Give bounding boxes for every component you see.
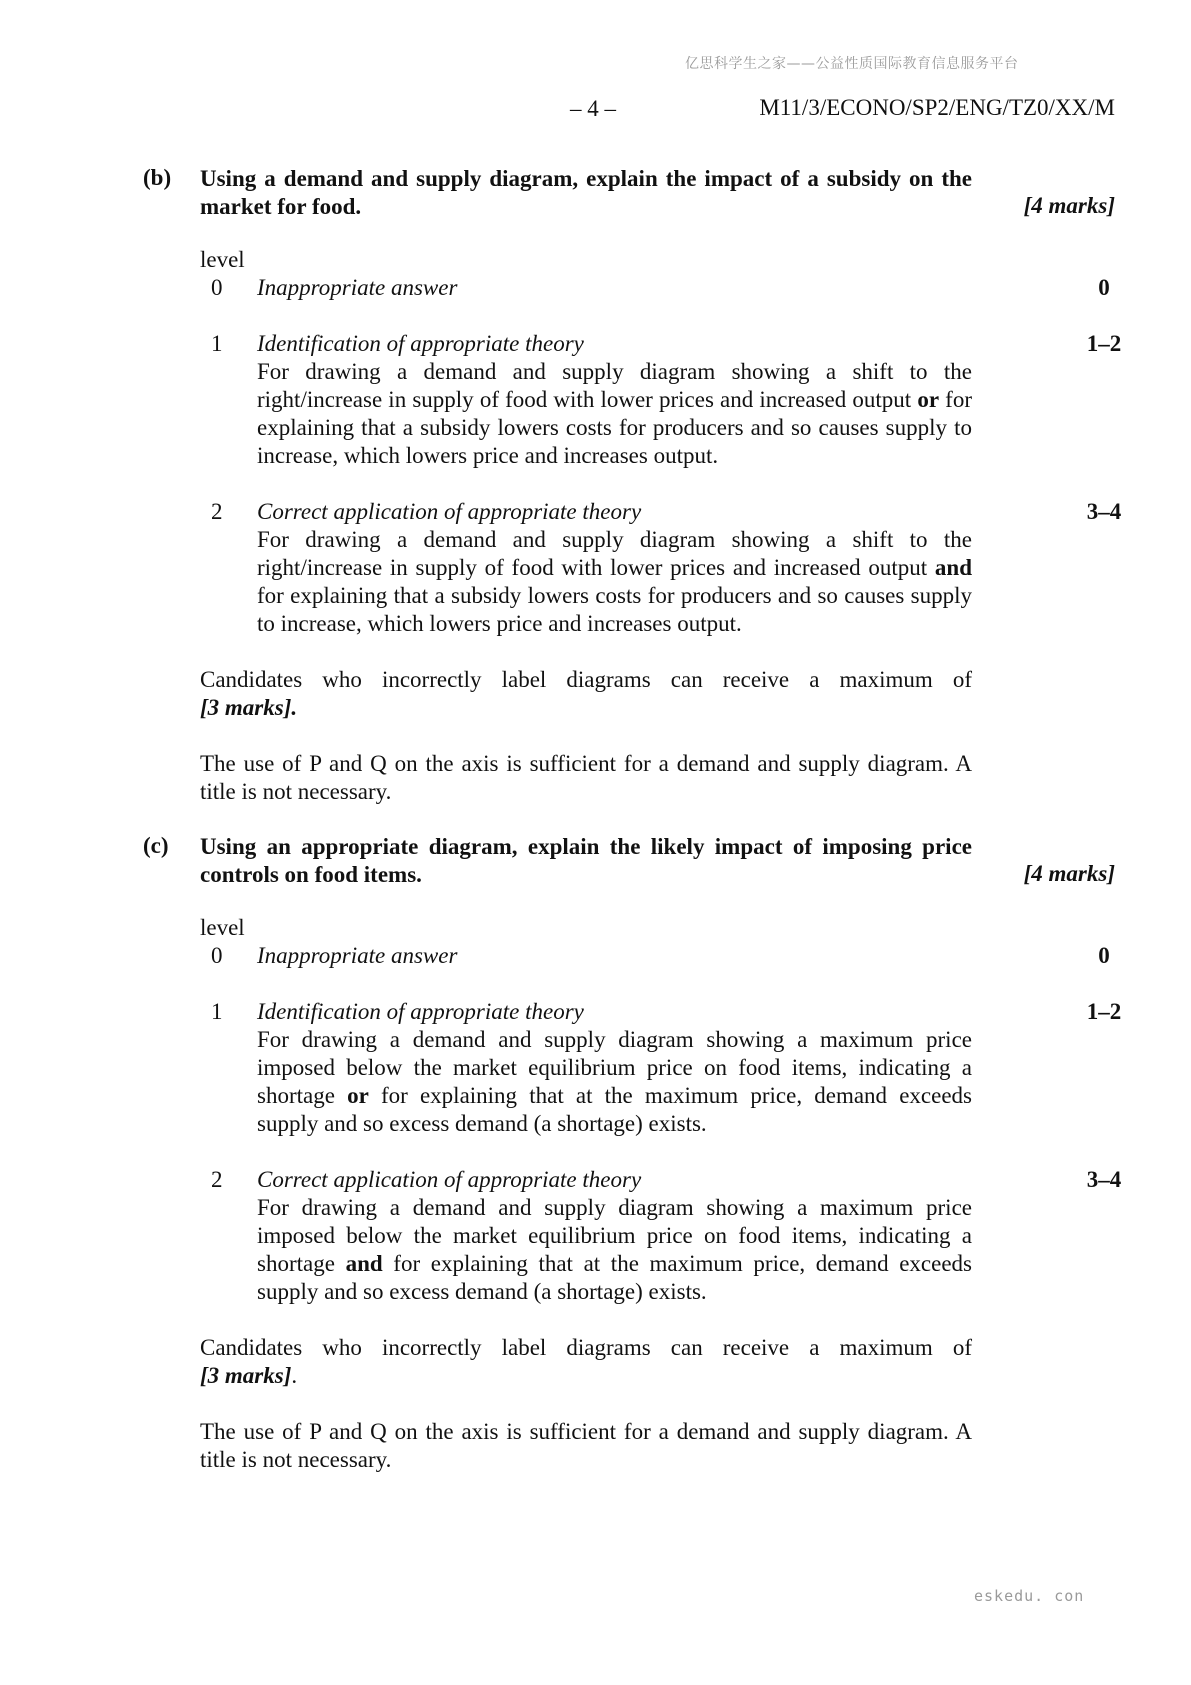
section-c-note-axis: The use of P and Q on the axis is sufficient for a demand and supply diagram. A title is not necessary. bbox=[200, 1419, 972, 1472]
section-b-level-0-number: 0 bbox=[211, 275, 223, 300]
section-c-level-1-description: For drawing a demand and supply diagram showing a maximum price imposed below the market equilibrium price on food items, indicating a shortage or for explaining that at the maximum price, demand exceeds supply and so excess demand (a shortage) exists. bbox=[257, 1027, 973, 1136]
page-number: – 4 – bbox=[570, 96, 616, 121]
section-c-note-label-penalty: Candidates who incorrectly label diagrams can receive a maximum of bbox=[200, 1335, 972, 1360]
section-b-marks: [4 marks] bbox=[1023, 193, 1115, 218]
section-c-level-2-description: For drawing a demand and supply diagram showing a maximum price imposed below the market equilibrium price on food items, indicating a shortage and for explaining that at the maximum price, demand exceeds supply and so excess demand (a shortage) exists. bbox=[257, 1195, 973, 1304]
section-b-note-axis: The use of P and Q on the axis is sufficient for a demand and supply diagram. A title is not necessary. bbox=[200, 751, 972, 804]
section-c-level-1-score: 1–2 bbox=[1086, 999, 1122, 1024]
watermark-text: 亿思科学生之家——公益性质国际教育信息服务平台 bbox=[685, 56, 1019, 72]
section-b-level-2-number: 2 bbox=[211, 499, 223, 524]
section-b-label: (b) bbox=[143, 165, 172, 190]
section-c-level-2-title: Correct application of appropriate theory bbox=[257, 1167, 642, 1192]
section-c-note-max-marks: [3 marks]. bbox=[200, 1363, 298, 1388]
footer-source: eskedu. con bbox=[974, 1587, 1085, 1605]
section-b-note-max-marks: [3 marks]. bbox=[200, 695, 298, 720]
section-b-level-heading: level bbox=[200, 247, 245, 272]
section-b-level-1-description: For drawing a demand and supply diagram showing a shift to the right/increase in supply of food with lower prices and increased output or for explaining that a subsidy lowers costs for producers and so causes supply to increase, which lowers price and increases output. bbox=[257, 359, 972, 468]
document-code: M11/3/ECONO/SP2/ENG/TZ0/XX/M bbox=[759, 95, 1115, 120]
section-b-level-2-description: For drawing a demand and supply diagram showing a shift to the right/increase in supply of food with lower prices and increased output and for explaining that a subsidy lowers costs for producers and so causes supply to increase, which lowers price and increases output. bbox=[257, 527, 972, 636]
section-c-level-1-number: 1 bbox=[211, 999, 223, 1024]
section-b-level-2-score: 3–4 bbox=[1086, 499, 1122, 524]
section-c-level-2-number: 2 bbox=[211, 1167, 223, 1192]
section-c-level-1-title: Identification of appropriate theory bbox=[257, 999, 584, 1024]
section-b-level-1-number: 1 bbox=[211, 331, 223, 356]
section-b-level-1-score: 1–2 bbox=[1086, 331, 1122, 356]
section-c-level-2-score: 3–4 bbox=[1086, 1167, 1122, 1192]
section-c-level-heading: level bbox=[200, 915, 245, 940]
section-c-question: Using an appropriate diagram, explain the likely impact of imposing price controls on food items. bbox=[200, 834, 972, 887]
section-c-level-0-number: 0 bbox=[211, 943, 223, 968]
section-b-note-label-penalty: Candidates who incorrectly label diagrams can receive a maximum of bbox=[200, 667, 972, 692]
section-b-level-1-title: Identification of appropriate theory bbox=[257, 331, 584, 356]
section-b-level-0-title: Inappropriate answer bbox=[257, 275, 458, 300]
section-b-question: Using a demand and supply diagram, explain the impact of a subsidy on the market for food. bbox=[200, 166, 972, 219]
section-b-level-2-title: Correct application of appropriate theory bbox=[257, 499, 642, 524]
section-c-level-0-score: 0 bbox=[1098, 943, 1110, 968]
section-b-level-0-score: 0 bbox=[1098, 275, 1110, 300]
section-c-label: (c) bbox=[143, 833, 169, 858]
section-c-level-0-title: Inappropriate answer bbox=[257, 943, 458, 968]
section-c-marks: [4 marks] bbox=[1023, 861, 1115, 886]
